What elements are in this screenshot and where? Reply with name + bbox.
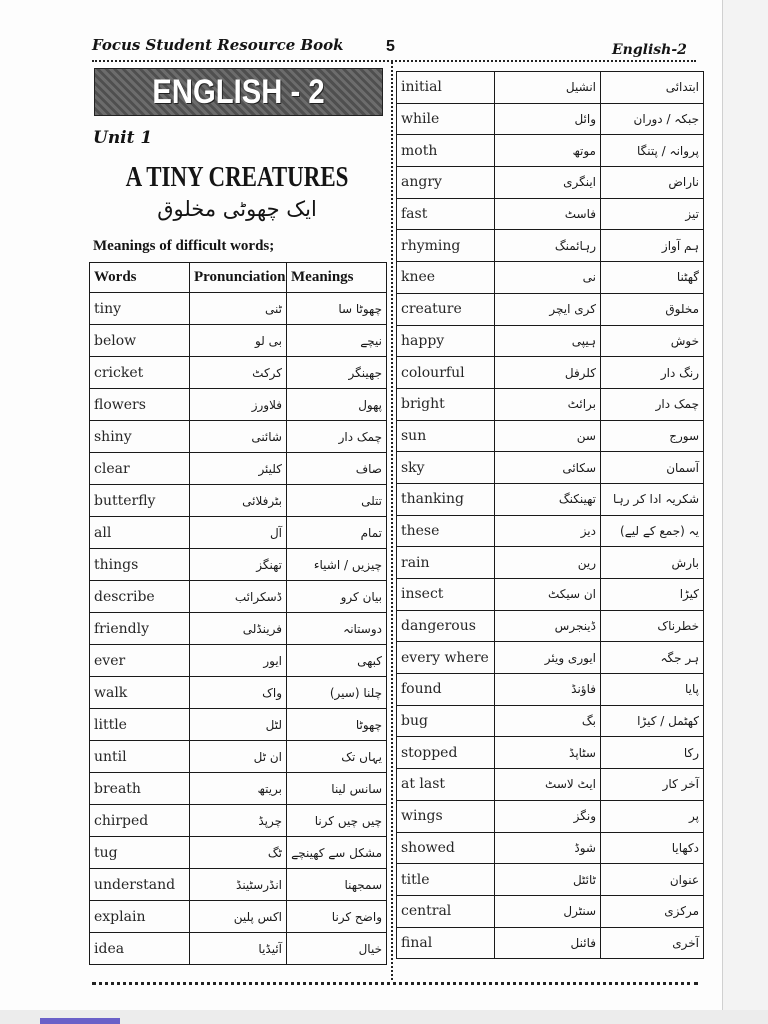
table-row xyxy=(90,453,387,485)
word-cell: tiny xyxy=(90,293,190,325)
footer-divider xyxy=(92,982,698,985)
meaning-cell: چمک دار xyxy=(601,388,704,420)
meaning-cell: آسمان xyxy=(601,452,704,484)
meaning-cell: خوش xyxy=(601,325,704,357)
word-cell: these xyxy=(397,515,495,547)
word-cell: explain xyxy=(90,901,190,933)
word-cell: while xyxy=(397,103,495,135)
word-cell: describe xyxy=(90,581,190,613)
meaning-cell: خیال xyxy=(287,933,387,965)
meaning-cell: دوستانہ xyxy=(287,613,387,645)
table-row xyxy=(397,705,704,737)
meaning-cell: ہر جگہ xyxy=(601,642,704,674)
meaning-cell: چمک دار xyxy=(287,421,387,453)
banner-text: ENGLISH - 2 xyxy=(152,73,325,111)
pronunciation-cell: ایٹ لاسٹ xyxy=(495,769,601,801)
pronunciation-cell: سٹاپڈ xyxy=(495,737,601,769)
pronunciation-cell: بٹرفلائی xyxy=(190,485,287,517)
word-cell: thanking xyxy=(397,483,495,515)
book-title: Focus Student Resource Book xyxy=(92,36,344,54)
pronunciation-cell: واک xyxy=(190,677,287,709)
word-cell: idea xyxy=(90,933,190,965)
meaning-cell: رکا xyxy=(601,737,704,769)
word-cell: ever xyxy=(90,645,190,677)
pronunciation-cell: وائل xyxy=(495,103,601,135)
meaning-cell: واضح کرنا xyxy=(287,901,387,933)
meaning-cell: کیڑا xyxy=(601,579,704,611)
section-heading: Meanings of difficult words; xyxy=(93,238,275,254)
table-row xyxy=(397,547,704,579)
meaning-cell: پروانہ / پتنگا xyxy=(601,135,704,167)
pronunciation-cell: فائنل xyxy=(495,927,601,959)
meaning-cell: گھٹنا xyxy=(601,262,704,294)
table-row xyxy=(90,517,387,549)
table-row xyxy=(397,610,704,642)
pronunciation-cell: ان ٹل xyxy=(190,741,287,773)
table-row xyxy=(397,737,704,769)
table-row xyxy=(90,293,387,325)
table-row xyxy=(397,927,704,959)
table-row xyxy=(90,581,387,613)
meaning-cell: تمام xyxy=(287,517,387,549)
word-cell: at last xyxy=(397,769,495,801)
table-row xyxy=(90,805,387,837)
meaning-cell: سورج xyxy=(601,420,704,452)
pronunciation-cell: بگ xyxy=(495,705,601,737)
pronunciation-cell: فرینڈلی xyxy=(190,613,287,645)
word-cell: moth xyxy=(397,135,495,167)
word-cell: until xyxy=(90,741,190,773)
word-cell: bright xyxy=(397,388,495,420)
pronunciation-cell: اکس پلین xyxy=(190,901,287,933)
pronunciation-cell: بی لو xyxy=(190,325,287,357)
word-cell: dangerous xyxy=(397,610,495,642)
word-cell: cricket xyxy=(90,357,190,389)
subject-label: English-2 xyxy=(612,42,687,58)
word-cell: all xyxy=(90,517,190,549)
pronunciation-cell: انشیل xyxy=(495,72,601,104)
meaning-cell: چھوٹا xyxy=(287,709,387,741)
meaning-cell: ہم آواز xyxy=(601,230,704,262)
table-row xyxy=(397,357,704,389)
meaning-cell: مخلوق xyxy=(601,293,704,325)
pronunciation-cell: تھینکنگ xyxy=(495,483,601,515)
table-row xyxy=(397,135,704,167)
pronunciation-cell: آل xyxy=(190,517,287,549)
word-cell: rhyming xyxy=(397,230,495,262)
word-cell: butterfly xyxy=(90,485,190,517)
meaning-cell: چلنا (سیر) xyxy=(287,677,387,709)
table-row xyxy=(397,230,704,262)
table-row xyxy=(90,389,387,421)
meaning-cell: عنوان xyxy=(601,864,704,896)
word-cell: fast xyxy=(397,198,495,230)
word-cell: showed xyxy=(397,832,495,864)
column-divider xyxy=(391,62,393,980)
table-row xyxy=(397,515,704,547)
word-cell: understand xyxy=(90,869,190,901)
meaning-cell: خطرناک xyxy=(601,610,704,642)
unit-title: A TINY CREATURES xyxy=(125,162,349,193)
meaning-cell: مرکزی xyxy=(601,895,704,927)
pronunciation-cell: تھنگز xyxy=(190,549,287,581)
table-row xyxy=(397,103,704,135)
meaning-cell: نیچے xyxy=(287,325,387,357)
word-cell: insect xyxy=(397,579,495,611)
unit-label: Unit 1 xyxy=(93,128,153,148)
pronunciation-cell: ٹائٹل xyxy=(495,864,601,896)
meaning-cell: تتلی xyxy=(287,485,387,517)
pronunciation-cell: موتھ xyxy=(495,135,601,167)
pronunciation-cell: سکائی xyxy=(495,452,601,484)
table-row xyxy=(90,837,387,869)
table-row xyxy=(397,832,704,864)
table-row xyxy=(397,800,704,832)
pronunciation-cell: لٹل xyxy=(190,709,287,741)
pronunciation-cell: سن xyxy=(495,420,601,452)
column-header-pronunciation: Pronunciation xyxy=(190,263,287,293)
pronunciation-cell: رہائمنگ xyxy=(495,230,601,262)
table-row xyxy=(90,773,387,805)
pronunciation-cell: ٹگ xyxy=(190,837,287,869)
pronunciation-cell: فلاورز xyxy=(190,389,287,421)
word-cell: little xyxy=(90,709,190,741)
table-row xyxy=(90,709,387,741)
word-cell: found xyxy=(397,674,495,706)
word-cell: tug xyxy=(90,837,190,869)
pronunciation-cell: ایور xyxy=(190,645,287,677)
table-row xyxy=(397,420,704,452)
meaning-cell: ناراض xyxy=(601,167,704,199)
table-row xyxy=(90,357,387,389)
pronunciation-cell: شائنی xyxy=(190,421,287,453)
pronunciation-cell: سنٹرل xyxy=(495,895,601,927)
pronunciation-cell: کلیئر xyxy=(190,453,287,485)
word-cell: friendly xyxy=(90,613,190,645)
table-row xyxy=(90,677,387,709)
pronunciation-cell: دیز xyxy=(495,515,601,547)
table-row xyxy=(397,388,704,420)
meaning-cell: آخر کار xyxy=(601,769,704,801)
page-number: 5 xyxy=(386,38,395,55)
word-cell: wings xyxy=(397,800,495,832)
meaning-cell: تیز xyxy=(601,198,704,230)
header-divider xyxy=(92,60,696,62)
word-cell: shiny xyxy=(90,421,190,453)
word-cell: bug xyxy=(397,705,495,737)
meaning-cell: پایا xyxy=(601,674,704,706)
word-cell: angry xyxy=(397,167,495,199)
table-row xyxy=(397,642,704,674)
meaning-cell: پھول xyxy=(287,389,387,421)
meaning-cell: سانس لینا xyxy=(287,773,387,805)
word-cell: walk xyxy=(90,677,190,709)
word-cell: flowers xyxy=(90,389,190,421)
pronunciation-cell: برائٹ xyxy=(495,388,601,420)
pronunciation-cell: ٹنی xyxy=(190,293,287,325)
word-cell: knee xyxy=(397,262,495,294)
meaning-cell: چیزیں / اشیاء xyxy=(287,549,387,581)
meaning-cell: شکریہ ادا کر رہا xyxy=(601,483,704,515)
table-row xyxy=(397,325,704,357)
pronunciation-cell: ونگز xyxy=(495,800,601,832)
word-cell: happy xyxy=(397,325,495,357)
table-row xyxy=(397,864,704,896)
table-row xyxy=(397,452,704,484)
table-row xyxy=(397,293,704,325)
word-cell: chirped xyxy=(90,805,190,837)
word-cell: stopped xyxy=(397,737,495,769)
table-row xyxy=(90,741,387,773)
column-header-meanings: Meanings xyxy=(287,263,387,293)
table-row xyxy=(397,198,704,230)
table-row xyxy=(397,167,704,199)
word-cell: every where xyxy=(397,642,495,674)
pronunciation-cell: اینگری xyxy=(495,167,601,199)
meaning-cell: بیان کرو xyxy=(287,581,387,613)
column-header-words: Words xyxy=(90,263,190,293)
meaning-cell: ابتدائی xyxy=(601,72,704,104)
table-row xyxy=(397,483,704,515)
pronunciation-cell: آئیڈیا xyxy=(190,933,287,965)
table-row xyxy=(90,645,387,677)
table-row xyxy=(397,72,704,104)
word-cell: central xyxy=(397,895,495,927)
meaning-cell: جبکہ / دوران xyxy=(601,103,704,135)
meaning-cell: بارش xyxy=(601,547,704,579)
pronunciation-cell: انڈرسٹینڈ xyxy=(190,869,287,901)
meaning-cell: صاف xyxy=(287,453,387,485)
pronunciation-cell: نی xyxy=(495,262,601,294)
pronunciation-cell: فاسٹ xyxy=(495,198,601,230)
table-row xyxy=(90,933,387,965)
vocabulary-table-left xyxy=(89,262,387,965)
meaning-cell: رنگ دار xyxy=(601,357,704,389)
word-cell: colourful xyxy=(397,357,495,389)
word-cell: rain xyxy=(397,547,495,579)
pronunciation-cell: ڈینجرس xyxy=(495,610,601,642)
page-edge-right xyxy=(722,0,768,1024)
meaning-cell: دکھایا xyxy=(601,832,704,864)
word-cell: clear xyxy=(90,453,190,485)
page-edge-strip xyxy=(40,1018,120,1024)
subject-banner xyxy=(94,68,383,116)
meaning-cell: آخری xyxy=(601,927,704,959)
word-cell: sky xyxy=(397,452,495,484)
table-row xyxy=(90,485,387,517)
word-cell: below xyxy=(90,325,190,357)
pronunciation-cell: چرپڈ xyxy=(190,805,287,837)
table-row xyxy=(397,895,704,927)
meaning-cell: جھینگر xyxy=(287,357,387,389)
meaning-cell: مشکل سے کھینچے xyxy=(287,837,387,869)
unit-urdu-title: ایک چھوٹی مخلوق xyxy=(157,197,317,221)
pronunciation-cell: کرکٹ xyxy=(190,357,287,389)
word-cell: things xyxy=(90,549,190,581)
table-row xyxy=(90,901,387,933)
meaning-cell: کبھی xyxy=(287,645,387,677)
pronunciation-cell: شوڈ xyxy=(495,832,601,864)
word-cell: final xyxy=(397,927,495,959)
meaning-cell: یہاں تک xyxy=(287,741,387,773)
table-row xyxy=(90,325,387,357)
meaning-cell: چھوٹا سا xyxy=(287,293,387,325)
pronunciation-cell: کلرفل xyxy=(495,357,601,389)
table-row xyxy=(90,613,387,645)
pronunciation-cell: رین xyxy=(495,547,601,579)
table-row xyxy=(397,579,704,611)
pronunciation-cell: فاؤنڈ xyxy=(495,674,601,706)
pronunciation-cell: ان سیکٹ xyxy=(495,579,601,611)
word-cell: creature xyxy=(397,293,495,325)
table-row xyxy=(90,549,387,581)
word-cell: sun xyxy=(397,420,495,452)
pronunciation-cell: ایوری ویئر xyxy=(495,642,601,674)
meaning-cell: کھٹمل / کیڑا xyxy=(601,705,704,737)
table-row xyxy=(90,869,387,901)
pronunciation-cell: بریتھ xyxy=(190,773,287,805)
meaning-cell: پر xyxy=(601,800,704,832)
table-row xyxy=(397,262,704,294)
table-row xyxy=(397,769,704,801)
table-row xyxy=(90,421,387,453)
word-cell: breath xyxy=(90,773,190,805)
meaning-cell: سمجھنا xyxy=(287,869,387,901)
word-cell: initial xyxy=(397,72,495,104)
pronunciation-cell: ہیپی xyxy=(495,325,601,357)
table-row xyxy=(397,674,704,706)
word-cell: title xyxy=(397,864,495,896)
meaning-cell: چیں چیں کرنا xyxy=(287,805,387,837)
pronunciation-cell: کری ایچر xyxy=(495,293,601,325)
pronunciation-cell: ڈسکرائب xyxy=(190,581,287,613)
meaning-cell: یہ (جمع کے لیے) xyxy=(601,515,704,547)
vocabulary-table-right xyxy=(396,71,704,959)
